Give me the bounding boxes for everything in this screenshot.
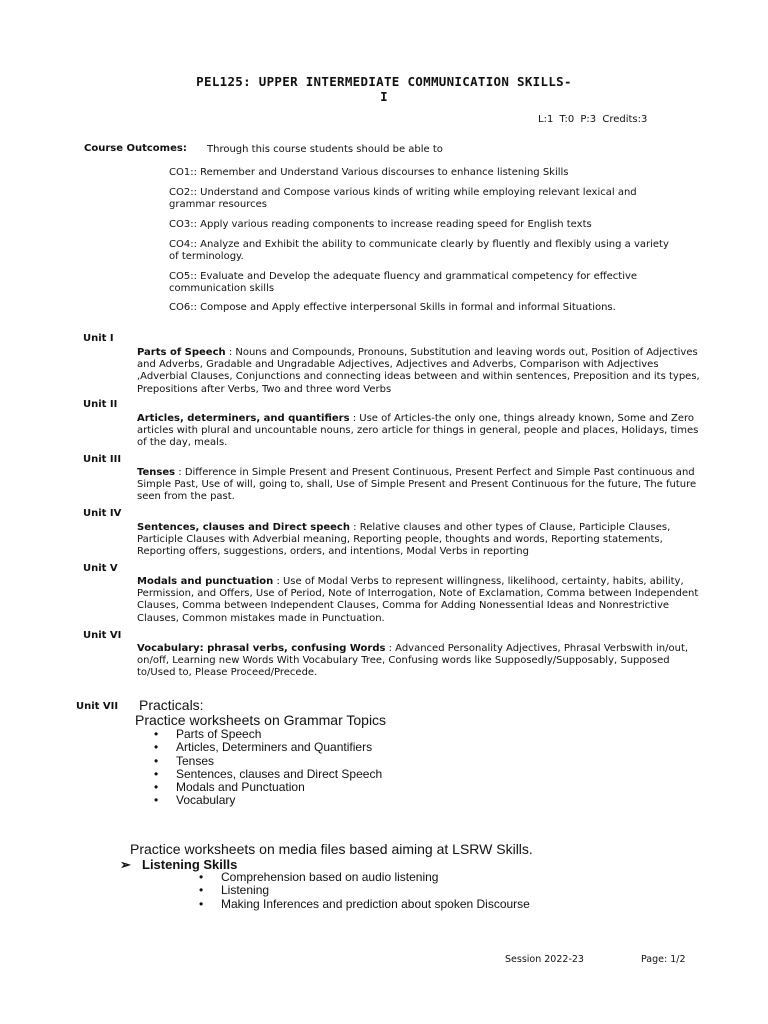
unit-label-7: Unit VII xyxy=(76,701,119,712)
unit-heading-4: Sentences, clauses and Direct speech xyxy=(137,522,350,533)
unit-body-4 xyxy=(137,522,702,559)
list-item: • Making Inferences and prediction about spoken Discourse xyxy=(199,896,530,911)
unit-text-3: : Difference in Simple Present and Present Continuous, Present Perfect and Simple Past continuous and Simple Past, Use of will, going to, shall, Use of Simple Present and Present Continuous for the future, The future seen from the past. xyxy=(137,467,697,503)
unit-body-5 xyxy=(137,576,702,625)
unit-label-3: Unit III xyxy=(83,454,122,465)
unit-heading-2: Articles, determiners, and quantifiers xyxy=(137,413,350,424)
list-item: • Listening xyxy=(199,883,270,898)
outcome-item-co2: CO2:: Understand and Compose various kinds of writing while employing relevant lexical and grammar resources xyxy=(169,187,637,210)
bullet-icon: • xyxy=(199,896,204,911)
unit-label-6: Unit VI xyxy=(83,630,122,641)
list-item: • Vocabulary xyxy=(154,793,236,808)
unit-body-6 xyxy=(137,643,702,680)
listening-list xyxy=(199,871,530,911)
practicals-subheading: Practice worksheets on Grammar Topics xyxy=(135,712,387,728)
grammar-topics-list xyxy=(154,728,382,808)
unit-heading-5: Modals and punctuation xyxy=(137,576,274,587)
list-item: • Parts of Speech xyxy=(154,727,262,741)
unit-heading-1: Parts of Speech xyxy=(137,347,226,358)
media-worksheets-heading: Practice worksheets on media files based aiming at LSRW Skills. xyxy=(130,841,533,857)
session-label: Session 2022-23 xyxy=(505,954,584,965)
outcome-item-co3: CO3:: Apply various reading components to increase reading speed for English texts xyxy=(169,219,592,230)
list-item: • Tenses xyxy=(154,753,215,768)
list-item: • Sentences, clauses and Direct Speech xyxy=(154,766,383,781)
unit-heading-6: Vocabulary: phrasal verbs, confusing Words xyxy=(137,643,386,654)
practicals-heading: Practicals: xyxy=(139,697,204,713)
unit-text-2: : Use of Articles-the only one, things already known, Some and Zero articles with plural and uncountable nouns, zero article for things in general, people and places, Holidays, times of the day, meals. xyxy=(137,413,699,449)
unit-label-1: Unit I xyxy=(83,333,114,344)
unit-text-6: : Advanced Personality Adjectives, Phrasal Verbswith in/out, on/off, Learning new Words With Vocabulary Tree, Confusing words like Supposedly/Supposably, Supposed to/Used to, Please Proceed/Precede. xyxy=(137,643,689,679)
list-item: • Modals and Punctuation xyxy=(154,780,305,795)
bullet-icon: • xyxy=(199,883,204,898)
unit-text-4: : Relative clauses and other types of Clause, Participle Clauses, Participle Clauses with Adverbial meaning, Reporting people, thoughts and words, Reporting statements, Reporting offers, suggestions, orders, and intentions, Modal Verbs in reporting xyxy=(137,522,671,558)
course-outcomes-label: Course Outcomes: xyxy=(84,143,187,154)
course-title: PEL125: UPPER INTERMEDIATE COMMUNICATION SKILLS- I xyxy=(196,74,572,104)
outcome-item-co5: CO5:: Evaluate and Develop the adequate fluency and grammatical competency for effective communication skills xyxy=(169,271,638,294)
bullet-icon: • xyxy=(154,793,159,808)
bullet-icon: • xyxy=(199,870,204,884)
unit-text-5: : Use of Modal Verbs to represent willingness, likelihood, certainty, habits, ability, Permission, and Offers, Use of Period, Note of Interrogation, Note of Exclamation, Comma between Independent Clauses, Comma between Independent Clauses, Comma for Adding Nonessential Ideas and Nonrestrictive Clauses, Common mistakes made in Punctuation. xyxy=(137,576,699,624)
credits-line: L:1 T:0 P:3 Credits:3 xyxy=(538,114,648,125)
bullet-icon: • xyxy=(154,740,159,755)
listening-skills-heading: ➢ Listening Skills xyxy=(120,857,238,872)
bullet-icon: • xyxy=(154,766,159,781)
bullet-icon: • xyxy=(154,780,159,795)
bullet-icon: • xyxy=(154,727,159,741)
unit-text-1: : Nouns and Compounds, Pronouns, Substitution and leaving words out, Position of Adjectives and Adverbs, Gradable and Ungradable Adjectives, Adjectives and Adverbs, Comparison with Adjectives ,Adverbial Clauses, Conjunctions and connecting ideas between and within sentences, Preposition and its types, Prepositions after Verbs, Two and three word Verbs xyxy=(137,347,700,395)
unit-body-3 xyxy=(137,467,702,504)
outcome-item-co1: CO1:: Remember and Understand Various discourses to enhance listening Skills xyxy=(169,167,569,178)
unit-body-2 xyxy=(137,413,702,450)
arrow-bullet-icon: ➢ xyxy=(120,857,131,872)
outcome-item-co6: CO6:: Compose and Apply effective interpersonal Skills in formal and informal Situations. xyxy=(169,302,616,313)
unit-heading-3: Tenses xyxy=(137,467,176,478)
unit-body-1 xyxy=(137,347,702,396)
page-number: Page: 1/2 xyxy=(641,954,686,965)
unit-label-5: Unit V xyxy=(83,563,118,574)
unit-label-4: Unit IV xyxy=(83,508,122,519)
list-item: • Comprehension based on audio listening xyxy=(199,870,439,884)
course-outcomes-intro: Through this course students should be able to xyxy=(207,144,443,155)
list-item: • Articles, Determiners and Quantifiers xyxy=(154,740,373,755)
outcome-item-co4: CO4:: Analyze and Exhibit the ability to communicate clearly by fluently and flexibly using a variety of terminology. xyxy=(169,239,669,262)
bullet-icon: • xyxy=(154,753,159,768)
unit-label-2: Unit II xyxy=(83,399,118,410)
